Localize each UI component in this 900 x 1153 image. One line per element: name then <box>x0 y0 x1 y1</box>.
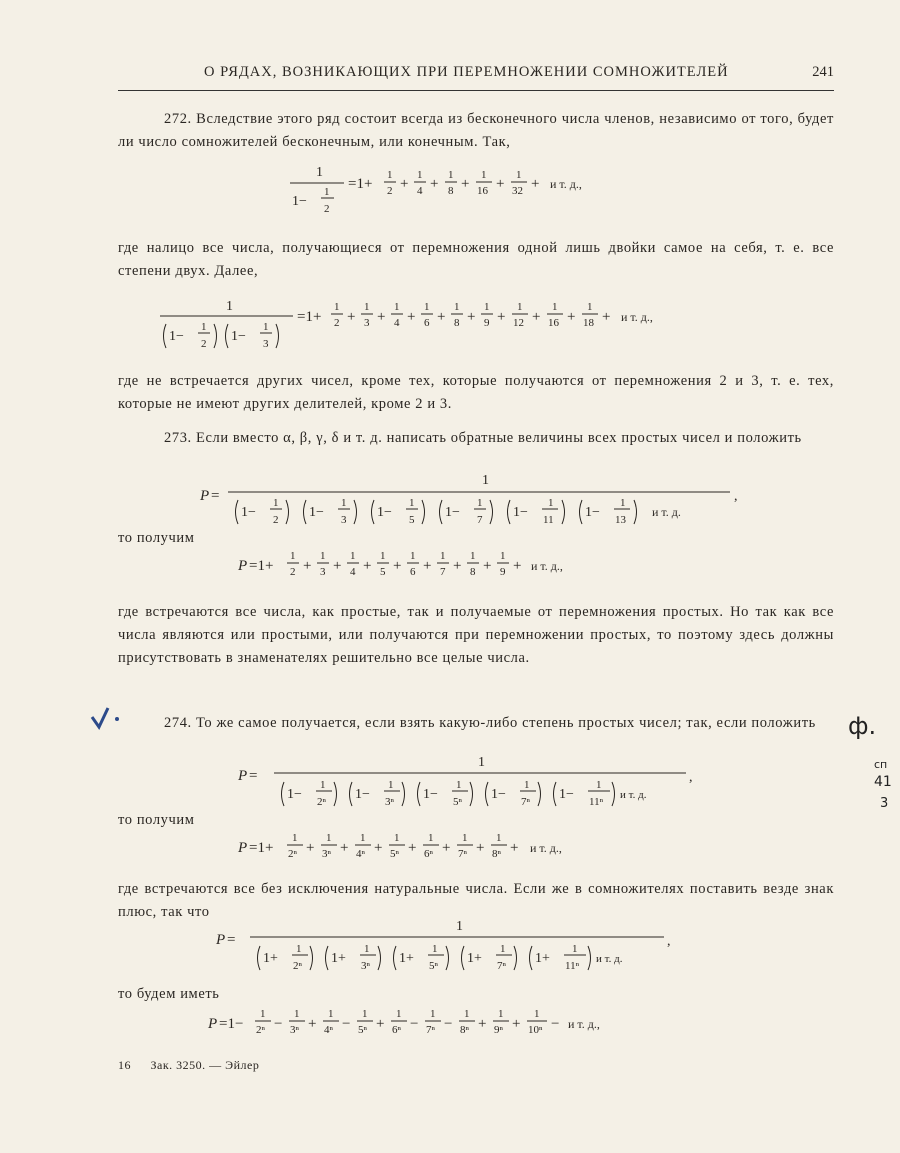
svg-text:1: 1 <box>360 832 366 844</box>
svg-text:1: 1 <box>364 301 370 313</box>
margin-note-3: 3 <box>880 796 889 811</box>
svg-text:−: − <box>410 1016 419 1032</box>
paragraph-274d: то будем иметь <box>118 986 220 1002</box>
svg-text:+: + <box>407 309 416 325</box>
svg-text:1: 1 <box>410 550 416 562</box>
svg-text:2ⁿ: 2ⁿ <box>288 848 297 860</box>
svg-text:1: 1 <box>432 943 438 955</box>
svg-text:,: , <box>667 934 671 949</box>
svg-text:3: 3 <box>263 338 269 350</box>
svg-text:1: 1 <box>548 497 554 509</box>
svg-text:1: 1 <box>478 755 485 770</box>
svg-text:+: + <box>303 558 312 574</box>
svg-text:,: , <box>734 489 738 504</box>
svg-text:=: = <box>211 488 220 504</box>
svg-text:7ⁿ: 7ⁿ <box>458 848 467 860</box>
svg-text:2: 2 <box>273 514 279 526</box>
svg-text:P: P <box>238 558 248 574</box>
svg-text:P: P <box>208 1016 218 1032</box>
svg-text:7: 7 <box>477 514 483 526</box>
svg-text:5: 5 <box>380 566 386 578</box>
svg-text:1: 1 <box>448 169 454 181</box>
svg-text:3: 3 <box>320 566 326 578</box>
svg-text:11: 11 <box>543 514 554 526</box>
svg-text:=: = <box>249 768 258 784</box>
svg-text:1: 1 <box>201 321 207 333</box>
paragraph-274: 274. То же самое получается, если взять какую-либо степень простых чисел; так, если положить <box>164 715 816 731</box>
svg-text:1−: 1− <box>559 787 574 802</box>
svg-text:+: + <box>567 309 576 325</box>
equation-4 <box>238 546 738 586</box>
svg-text:7ⁿ: 7ⁿ <box>497 960 506 972</box>
svg-text:и т. д.,: и т. д., <box>550 177 582 191</box>
svg-text:1: 1 <box>362 1008 368 1020</box>
svg-text:+: + <box>363 558 372 574</box>
svg-text:P: P <box>238 840 248 856</box>
svg-text:+: + <box>510 840 519 856</box>
svg-text:+: + <box>602 309 611 325</box>
svg-text:=: = <box>227 932 236 948</box>
svg-text:1−: 1− <box>377 505 392 520</box>
svg-text:1: 1 <box>454 301 460 313</box>
equation-8 <box>208 1004 708 1044</box>
svg-text:,: , <box>689 770 693 785</box>
handwritten-check-icon <box>90 705 124 733</box>
svg-text:+: + <box>453 558 462 574</box>
svg-text:32: 32 <box>512 185 523 197</box>
svg-text:13: 13 <box>615 514 626 526</box>
svg-text:1: 1 <box>380 550 386 562</box>
paragraph-274c: где встречаются все без исключения натуральные числа. Если же в сомножителях поставить везде знак плюс, так что <box>118 881 834 920</box>
svg-text:1: 1 <box>260 1008 266 1020</box>
svg-text:1: 1 <box>428 832 434 844</box>
svg-text:и т. д.: и т. д. <box>652 505 681 519</box>
svg-text:+: + <box>333 558 342 574</box>
svg-text:+: + <box>393 558 402 574</box>
svg-text:8ⁿ: 8ⁿ <box>492 848 501 860</box>
svg-text:1: 1 <box>470 550 476 562</box>
svg-text:+: + <box>461 176 470 192</box>
svg-text:P: P <box>216 932 226 948</box>
margin-note-1: сп <box>874 758 888 771</box>
margin-note-ph: ф. <box>848 712 877 740</box>
svg-text:6: 6 <box>410 566 416 578</box>
svg-text:и т. д.,: и т. д., <box>621 310 653 324</box>
svg-text:7ⁿ: 7ⁿ <box>521 796 530 808</box>
svg-text:18: 18 <box>583 317 594 329</box>
print-order: Зак. 3250. — Эйлер <box>150 1058 260 1072</box>
svg-text:+: + <box>430 176 439 192</box>
svg-text:1: 1 <box>440 550 446 562</box>
svg-text:1: 1 <box>334 301 340 313</box>
svg-text:1: 1 <box>524 779 530 791</box>
svg-text:+: + <box>347 309 356 325</box>
svg-text:1: 1 <box>326 832 332 844</box>
equation-6 <box>238 828 698 868</box>
svg-text:1: 1 <box>394 832 400 844</box>
svg-text:9: 9 <box>500 566 506 578</box>
paragraph-274b: то получим <box>118 812 195 828</box>
svg-text:1−: 1− <box>491 787 506 802</box>
svg-text:10ⁿ: 10ⁿ <box>528 1024 543 1036</box>
svg-text:+: + <box>512 1016 521 1032</box>
svg-text:2ⁿ: 2ⁿ <box>256 1024 265 1036</box>
equation-3 <box>200 470 760 530</box>
svg-text:1: 1 <box>341 497 347 509</box>
svg-text:4: 4 <box>394 317 400 329</box>
svg-text:=1+: =1+ <box>348 176 373 192</box>
svg-text:5: 5 <box>409 514 415 526</box>
svg-text:4: 4 <box>350 566 356 578</box>
svg-text:+: + <box>377 309 386 325</box>
svg-text:1: 1 <box>292 832 298 844</box>
svg-text:9: 9 <box>484 317 490 329</box>
svg-text:1: 1 <box>417 169 423 181</box>
svg-text:1: 1 <box>409 497 415 509</box>
svg-text:1: 1 <box>388 779 394 791</box>
svg-text:+: + <box>467 309 476 325</box>
svg-text:2: 2 <box>290 566 296 578</box>
svg-text:−: − <box>444 1016 453 1032</box>
svg-text:1: 1 <box>516 169 522 181</box>
svg-text:1−: 1− <box>287 787 302 802</box>
svg-text:+: + <box>532 309 541 325</box>
svg-text:+: + <box>483 558 492 574</box>
svg-text:3ⁿ: 3ⁿ <box>322 848 331 860</box>
svg-text:1−: 1− <box>292 194 307 209</box>
svg-text:1: 1 <box>364 943 370 955</box>
svg-text:1: 1 <box>424 301 430 313</box>
svg-text:5ⁿ: 5ⁿ <box>358 1024 367 1036</box>
margin-note-2: 41 <box>874 774 892 790</box>
page-footer <box>118 1058 259 1073</box>
svg-text:1: 1 <box>456 779 462 791</box>
svg-text:+: + <box>306 840 315 856</box>
svg-text:1: 1 <box>350 550 356 562</box>
svg-text:1: 1 <box>394 301 400 313</box>
running-header <box>118 64 834 91</box>
svg-text:1: 1 <box>456 919 463 934</box>
svg-text:1−: 1− <box>241 505 256 520</box>
paragraph-272b: где налицо все числа, получающиеся от перемножения одной лишь двойки самое на себя, т. е. все степени двух. Далее, <box>118 240 834 279</box>
svg-text:16: 16 <box>477 185 488 197</box>
svg-text:3ⁿ: 3ⁿ <box>290 1024 299 1036</box>
svg-text:6ⁿ: 6ⁿ <box>424 848 433 860</box>
svg-text:−: − <box>274 1016 283 1032</box>
svg-text:5ⁿ: 5ⁿ <box>453 796 462 808</box>
svg-text:1+: 1+ <box>399 951 414 966</box>
equation-1 <box>288 160 708 220</box>
svg-text:+: + <box>423 558 432 574</box>
svg-text:−: − <box>551 1016 560 1032</box>
svg-text:4: 4 <box>417 185 423 197</box>
svg-text:1: 1 <box>484 301 490 313</box>
svg-text:и т. д.,: и т. д., <box>568 1017 600 1031</box>
svg-text:7: 7 <box>440 566 446 578</box>
svg-text:+: + <box>496 176 505 192</box>
svg-text:+: + <box>476 840 485 856</box>
svg-text:1: 1 <box>462 832 468 844</box>
svg-text:P: P <box>238 768 248 784</box>
svg-text:1: 1 <box>500 550 506 562</box>
svg-text:2: 2 <box>387 185 393 197</box>
svg-text:8: 8 <box>470 566 476 578</box>
svg-text:1: 1 <box>517 301 523 313</box>
svg-text:2ⁿ: 2ⁿ <box>293 960 302 972</box>
equation-2 <box>158 294 818 356</box>
svg-text:+: + <box>340 840 349 856</box>
svg-text:1: 1 <box>263 321 269 333</box>
svg-text:P: P <box>200 488 210 504</box>
svg-text:4ⁿ: 4ⁿ <box>324 1024 333 1036</box>
svg-text:+: + <box>531 176 540 192</box>
equation-5 <box>238 752 698 814</box>
svg-text:+: + <box>513 558 522 574</box>
svg-text:и т. д.: и т. д. <box>596 953 623 965</box>
running-title: О РЯДАХ, ВОЗНИКАЮЩИХ ПРИ ПЕРЕМНОЖЕНИИ СОМНОЖИТЕЛЕЙ <box>204 64 729 80</box>
svg-text:1: 1 <box>496 832 502 844</box>
svg-text:1: 1 <box>481 169 487 181</box>
svg-text:=1+: =1+ <box>249 840 274 856</box>
svg-text:8: 8 <box>448 185 454 197</box>
svg-text:1−: 1− <box>423 787 438 802</box>
svg-text:1: 1 <box>324 186 330 198</box>
svg-text:8: 8 <box>454 317 460 329</box>
svg-text:4ⁿ: 4ⁿ <box>356 848 365 860</box>
svg-text:+: + <box>497 309 506 325</box>
svg-text:1−: 1− <box>513 505 528 520</box>
svg-text:1+: 1+ <box>467 951 482 966</box>
svg-text:12: 12 <box>513 317 524 329</box>
svg-text:1: 1 <box>498 1008 504 1020</box>
svg-text:8ⁿ: 8ⁿ <box>460 1024 469 1036</box>
svg-text:3ⁿ: 3ⁿ <box>385 796 394 808</box>
svg-text:2: 2 <box>324 203 330 215</box>
svg-text:1: 1 <box>320 550 326 562</box>
svg-text:1: 1 <box>320 779 326 791</box>
svg-text:7ⁿ: 7ⁿ <box>426 1024 435 1036</box>
svg-text:=1+: =1+ <box>249 558 274 574</box>
svg-text:11ⁿ: 11ⁿ <box>565 960 580 972</box>
svg-text:5ⁿ: 5ⁿ <box>429 960 438 972</box>
svg-text:1−: 1− <box>309 505 324 520</box>
svg-text:1: 1 <box>572 943 578 955</box>
sheet-number: 16 <box>118 1058 131 1072</box>
svg-text:1+: 1+ <box>331 951 346 966</box>
svg-text:1: 1 <box>296 943 302 955</box>
svg-text:=1−: =1− <box>219 1016 244 1032</box>
svg-text:1−: 1− <box>445 505 460 520</box>
svg-text:1: 1 <box>294 1008 300 1020</box>
paragraph-273: 273. Если вместо α, β, γ, δ и т. д. написать обратные величины всех простых чисел и положить <box>164 430 802 446</box>
svg-text:1−: 1− <box>355 787 370 802</box>
svg-text:1: 1 <box>316 165 323 180</box>
svg-text:1: 1 <box>430 1008 436 1020</box>
svg-text:1: 1 <box>273 497 279 509</box>
svg-text:1: 1 <box>587 301 593 313</box>
svg-text:2ⁿ: 2ⁿ <box>317 796 326 808</box>
svg-text:+: + <box>400 176 409 192</box>
svg-text:1+: 1+ <box>263 951 278 966</box>
svg-text:3: 3 <box>341 514 347 526</box>
svg-text:1: 1 <box>477 497 483 509</box>
svg-text:1: 1 <box>552 301 558 313</box>
svg-text:3: 3 <box>364 317 370 329</box>
paragraph-272c: где не встречается других чисел, кроме тех, которые получаются от перемножения 2 и 3, т. е. тех, которые не имеют других делителей, кроме 2 и 3. <box>118 373 834 412</box>
svg-text:+: + <box>442 840 451 856</box>
svg-text:16: 16 <box>548 317 559 329</box>
svg-text:1: 1 <box>482 473 489 488</box>
svg-text:1: 1 <box>464 1008 470 1020</box>
paragraph-273c: где встречаются все числа, как простые, так и получаемые от перемножения простых. Но так как все числа являются или простыми, или получаются при перемножении простых, то поэтому здесь должны присутствовать в знаменателях решительно все целые числа. <box>118 604 834 666</box>
svg-text:+: + <box>437 309 446 325</box>
svg-text:1: 1 <box>620 497 626 509</box>
svg-text:1: 1 <box>226 299 233 314</box>
svg-text:+: + <box>478 1016 487 1032</box>
svg-text:+: + <box>376 1016 385 1032</box>
svg-text:=1+: =1+ <box>297 309 322 325</box>
svg-text:1: 1 <box>290 550 296 562</box>
svg-text:2: 2 <box>201 338 207 350</box>
svg-text:6ⁿ: 6ⁿ <box>392 1024 401 1036</box>
svg-text:3ⁿ: 3ⁿ <box>361 960 370 972</box>
svg-text:1: 1 <box>387 169 393 181</box>
svg-text:+: + <box>408 840 417 856</box>
svg-text:1: 1 <box>500 943 506 955</box>
svg-text:+: + <box>374 840 383 856</box>
svg-text:9ⁿ: 9ⁿ <box>494 1024 503 1036</box>
svg-text:−: − <box>342 1016 351 1032</box>
svg-text:и т. д.,: и т. д., <box>531 559 563 573</box>
svg-text:+: + <box>308 1016 317 1032</box>
svg-text:1+: 1+ <box>535 951 550 966</box>
svg-text:5ⁿ: 5ⁿ <box>390 848 399 860</box>
svg-text:1−: 1− <box>169 329 184 344</box>
svg-text:1: 1 <box>328 1008 334 1020</box>
page-number: 241 <box>812 64 834 80</box>
svg-text:2: 2 <box>334 317 340 329</box>
equation-7 <box>216 918 676 980</box>
paragraph-272: 272. Вследствие этого ряд состоит всегда из бесконечного числа членов, независимо от того, будет ли число сомножителей бесконечным, или конечным. Так, <box>118 111 834 150</box>
svg-text:и т. д.: и т. д. <box>620 789 647 801</box>
paragraph-273b: то получим <box>118 530 195 546</box>
svg-text:и т. д.,: и т. д., <box>530 841 562 855</box>
svg-text:1−: 1− <box>585 505 600 520</box>
svg-text:1: 1 <box>534 1008 540 1020</box>
svg-text:1: 1 <box>396 1008 402 1020</box>
svg-text:1: 1 <box>596 779 602 791</box>
svg-text:6: 6 <box>424 317 430 329</box>
svg-text:11ⁿ: 11ⁿ <box>589 796 604 808</box>
svg-text:1−: 1− <box>231 329 246 344</box>
